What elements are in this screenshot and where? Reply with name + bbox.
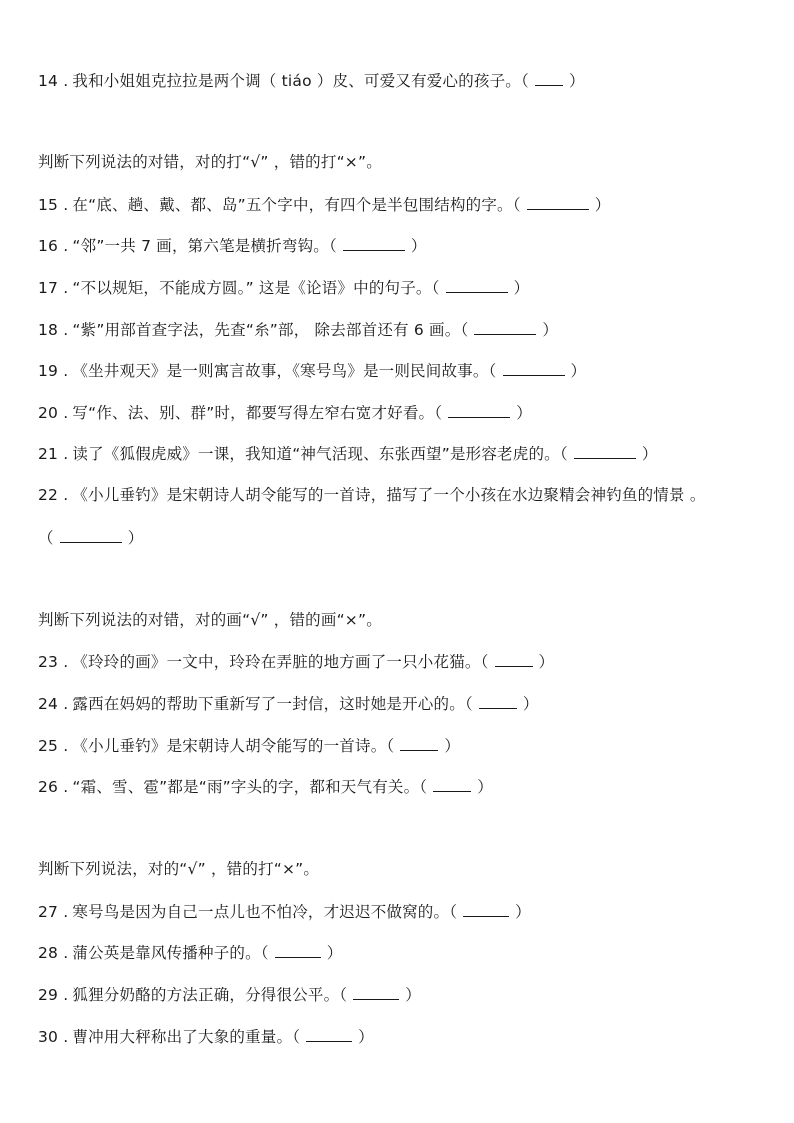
answer-blank[interactable]: [479, 693, 517, 709]
closing-paren: ）: [516, 404, 532, 422]
answer-blank[interactable]: [574, 443, 636, 459]
answer-blank[interactable]: [275, 942, 321, 958]
question-15: [38, 194, 610, 215]
question-18: [38, 319, 558, 340]
question-number: 20 .: [38, 404, 69, 422]
question-number: 16 .: [38, 237, 69, 255]
question-number: 29 .: [38, 986, 69, 1004]
closing-paren: ）: [594, 196, 611, 214]
question-14: [38, 70, 585, 91]
question-25: [38, 735, 460, 756]
question-number: 26 .: [38, 778, 69, 796]
question-text: 狐狸分奶酪的方法正确，分得很公平。（: [72, 986, 348, 1004]
closing-paren: ）: [542, 321, 559, 339]
question-text: “紫”用部首查字法，先查“糸”部， 除去部首还有 6 画。（: [72, 321, 469, 339]
question-text: 曹冲用大秤称出了大象的重量。（: [72, 1028, 301, 1046]
question-text: 《小儿垂钓》是宋朝诗人胡令能写的一首诗。（: [72, 737, 395, 755]
question-22-continuation: [38, 527, 143, 548]
question-text: 寒号鸟是因为自己一点儿也不怕冷，才迟迟不做窝的。（: [72, 903, 458, 921]
question-text: 写“作、法、别、群”时，都要写得左窄右宽才好看。（: [72, 404, 443, 422]
answer-blank[interactable]: [400, 735, 438, 751]
question-30: [38, 1026, 374, 1047]
answer-blank[interactable]: [535, 70, 563, 86]
question-text: 《玲玲的画》一文中，玲玲在弄脏的地方画了一只小花猫。（: [72, 653, 489, 671]
question-number: 25 .: [38, 737, 69, 755]
question-text: 我和小姐姐克拉拉是两个调（ tiáo ）皮、可爱又有爱心的孩子。（: [72, 72, 529, 90]
question-20: [38, 402, 532, 423]
question-text: “霜、雪、雹”都是“雨”字头的字，都和天气有关。（: [72, 778, 428, 796]
answer-blank[interactable]: [474, 319, 536, 335]
answer-blank[interactable]: [306, 1026, 352, 1042]
answer-blank[interactable]: [446, 277, 508, 293]
closing-paren: ）: [568, 72, 585, 90]
question-number: 14 .: [38, 72, 69, 90]
answer-blank[interactable]: [60, 527, 122, 543]
question-number: 21 .: [38, 445, 69, 463]
closing-paren: ）: [405, 986, 421, 1004]
closing-paren: ）: [538, 653, 555, 671]
question-number: 30 .: [38, 1028, 69, 1046]
closing-paren: ）: [570, 362, 587, 380]
closing-paren: ）: [358, 1028, 374, 1046]
question-number: 15 .: [38, 196, 69, 214]
question-text: 蒲公英是靠风传播种子的。（: [72, 944, 269, 962]
question-text: 《坐井观天》是一则寓言故事，《寒号鸟》是一则民间故事。（: [72, 362, 497, 380]
closing-paren: ）: [410, 237, 427, 255]
question-17: [38, 277, 529, 298]
question-text: 露西在妈妈的帮助下重新写了一封信，这时她是开心的。（: [72, 695, 473, 713]
question-text: 在“底、趟、戴、都、岛”五个字中，有四个是半包围结构的字。（: [72, 196, 521, 214]
question-number: 27 .: [38, 903, 69, 921]
closing-paren: ）: [522, 695, 539, 713]
question-26: [38, 776, 493, 797]
answer-blank[interactable]: [353, 984, 399, 1000]
closing-paren: ）: [326, 944, 343, 962]
closing-paren: ）: [641, 445, 658, 463]
closing-paren: ）: [444, 737, 461, 755]
question-text: 读了《狐假虎威》一课，我知道“神气活现、东张西望”是形容老虎的。（: [72, 445, 568, 463]
section-instruction-2: 判断下列说法的对错，对的画“√” ，错的画“×”。: [38, 611, 382, 629]
closing-paren: ）: [127, 529, 144, 547]
question-number: 19 .: [38, 362, 69, 380]
question-text: “邻”一共 7 画，第六笔是横折弯钩。（: [72, 237, 337, 255]
question-number: 17 .: [38, 279, 69, 297]
question-29: [38, 984, 421, 1005]
question-number: 24 .: [38, 695, 69, 713]
question-number: 22 .: [38, 486, 69, 504]
answer-blank[interactable]: [527, 194, 589, 210]
question-28: [38, 942, 342, 963]
question-21: [38, 443, 658, 464]
question-19: [38, 360, 586, 381]
section-instruction-3: 判断下列说法，对的“√” ，错的打“×”。: [38, 860, 320, 878]
question-22: [38, 485, 706, 505]
question-23: [38, 651, 554, 672]
question-number: 18 .: [38, 321, 69, 339]
question-16: [38, 235, 427, 256]
question-number: 23 .: [38, 653, 69, 671]
answer-blank[interactable]: [343, 235, 405, 251]
answer-blank[interactable]: [503, 360, 565, 376]
closing-paren: ）: [477, 778, 493, 796]
question-text: “不以规矩，不能成方圆。” 这是《论语》中的句子。（: [72, 279, 440, 297]
section-instruction-1: 判断下列说法的对错，对的打“√” ，错的打“×”。: [38, 153, 382, 171]
question-number: 28 .: [38, 944, 69, 962]
question-24: [38, 693, 539, 714]
closing-paren: ）: [515, 903, 531, 921]
answer-blank[interactable]: [495, 651, 533, 667]
answer-blank[interactable]: [433, 776, 471, 792]
answer-blank[interactable]: [463, 901, 509, 917]
answer-blank[interactable]: [448, 402, 510, 418]
closing-paren: ）: [513, 279, 530, 297]
opening-paren: （: [38, 529, 54, 547]
question-27: [38, 901, 531, 922]
question-text: 《小儿垂钓》是宋朝诗人胡令能写的一首诗，描写了一个小孩在水边聚精会神钓鱼的情景 。: [72, 486, 706, 504]
